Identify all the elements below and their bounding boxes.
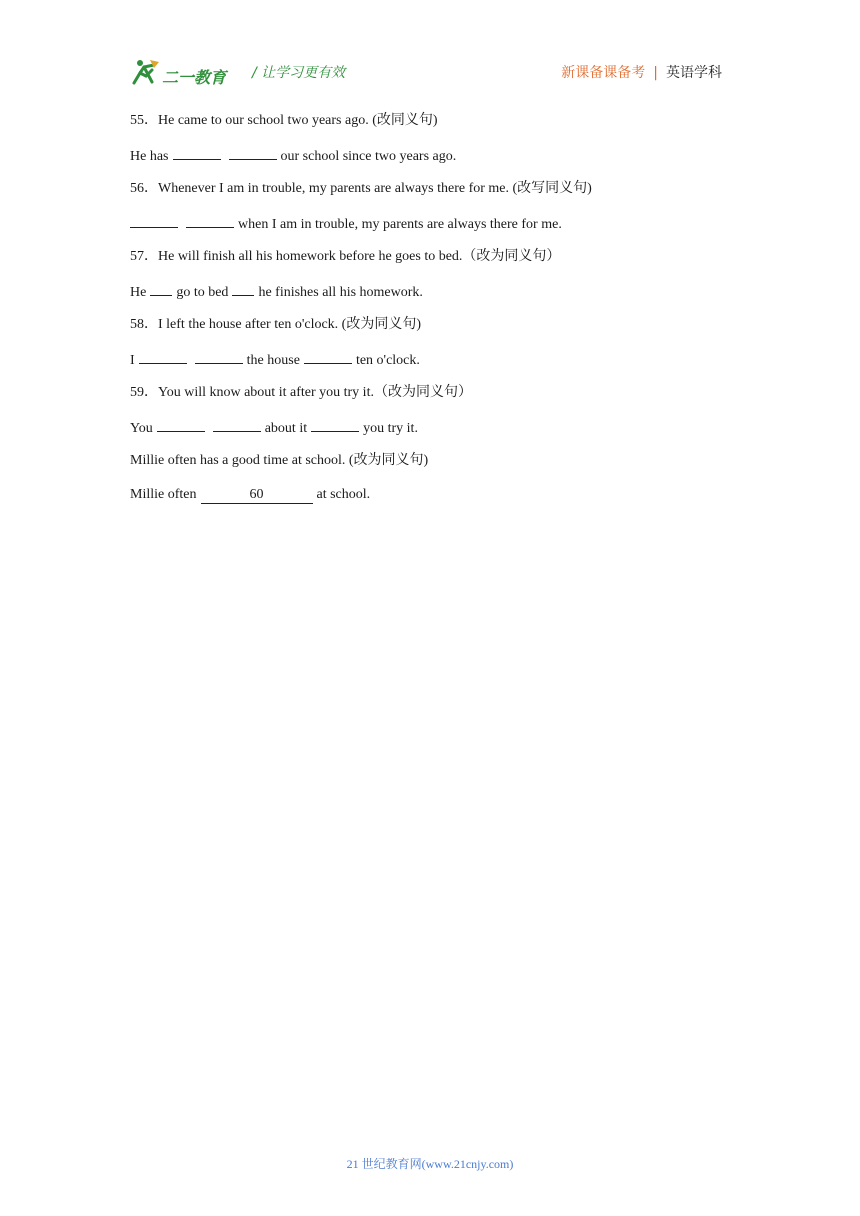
answer-blank-numbered[interactable]: 60: [201, 487, 313, 504]
header-tags: [561, 62, 722, 82]
page-footer: 21 世纪教育网(www.21cnjy.com): [346, 1157, 514, 1171]
answer-line: [130, 485, 730, 519]
question-prompt: 59．You will know about it after you try it.（改为同义句）: [130, 385, 472, 400]
answer-text: about it: [264, 421, 308, 436]
answer-line: [130, 417, 730, 451]
answer-text: you try it.: [363, 421, 418, 436]
answer-text: go to bed: [176, 285, 229, 300]
slogan: / 让学习更有效: [252, 65, 346, 81]
header-separator: |: [653, 65, 658, 81]
answer-blank[interactable]: [157, 417, 205, 432]
answer-text: He: [130, 285, 147, 300]
exercise-list: [130, 111, 730, 519]
header-tag-prep: 新课备课备考: [561, 65, 646, 81]
answer-text: when I am in trouble, my parents are always there for me.: [238, 217, 562, 232]
answer-text: at school.: [316, 487, 371, 502]
page-header: [130, 56, 726, 90]
answer-text: he finishes all his homework.: [258, 285, 423, 300]
answer-blank[interactable]: [195, 349, 243, 364]
answer-blank[interactable]: [173, 145, 221, 160]
answer-blank[interactable]: [130, 213, 178, 228]
question-prompt: 56．Whenever I am in trouble, my parents are always there for me. (改写同义句): [130, 181, 592, 196]
answer-blank[interactable]: [311, 417, 359, 432]
answer-blank[interactable]: [232, 281, 254, 296]
answer-blank[interactable]: [213, 417, 261, 432]
logo-text: 二一教育: [162, 68, 227, 87]
answer-line: [130, 281, 730, 315]
question-prompt: 55．He came to our school two years ago. (改同义句): [130, 113, 438, 128]
question-prompt: 58．I left the house after ten o'clock. (改为同义句): [130, 317, 421, 332]
question-prompt: Millie often has a good time at school. (改为同义句): [130, 453, 429, 468]
answer-text: the house: [246, 353, 300, 368]
answer-text: You: [130, 421, 153, 436]
answer-text: our school since two years ago.: [280, 149, 457, 164]
answer-line: [130, 349, 730, 383]
header-tag-subject: 英语学科: [666, 65, 722, 81]
answer-line: [130, 213, 730, 247]
answer-text: I: [130, 353, 135, 368]
answer-blank[interactable]: [229, 145, 277, 160]
answer-text: Millie often: [130, 487, 197, 502]
question-prompt: 57．He will finish all his homework before he goes to bed.（改为同义句）: [130, 249, 561, 264]
logo: [130, 56, 240, 90]
answer-text: He has: [130, 149, 169, 164]
answer-blank[interactable]: [139, 349, 187, 364]
answer-line: [130, 145, 730, 179]
answer-blank[interactable]: [304, 349, 352, 364]
answer-text: ten o'clock.: [355, 353, 420, 368]
answer-blank[interactable]: [150, 281, 172, 296]
answer-blank[interactable]: [186, 213, 234, 228]
